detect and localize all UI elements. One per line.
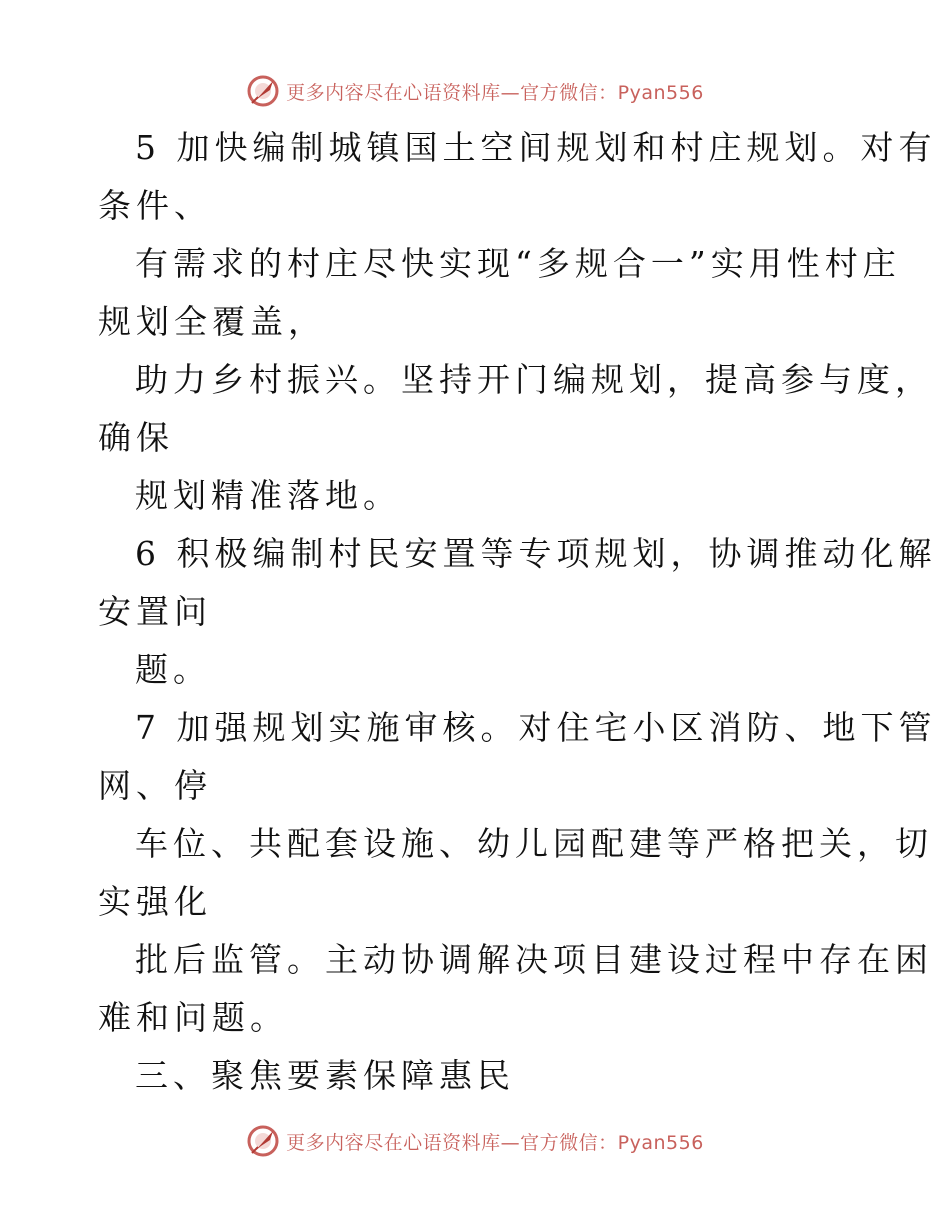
section-heading: 三、聚焦要素保障惠民 [135,1056,515,1095]
text-line: 有需求的村庄尽快实现“多规合一”实用性村庄 [135,244,901,283]
watermark-text: 更多内容尽在心语资料库—官方微信：Pyan556 [286,1131,704,1154]
text-line: 题。 [135,650,211,689]
watermark-header [0,71,950,111]
text-line: 批后监管。主动协调解决项目建设过程中存在困 [135,940,933,979]
text-line: 安置问 [98,592,212,631]
text-line: 助力乡村振兴。坚持开门编规划，提高参与度， [135,360,933,399]
text-line: 条件、 [98,186,212,225]
watermark-footer [0,1121,950,1161]
text-line: 实强化 [98,882,212,921]
text-line: 车位、共配套设施、幼儿园配建等严格把关，切 [135,824,933,863]
text-line: 6 积极编制村民安置等专项规划，协调推动化解 [135,534,937,573]
text-line: 网、停 [98,766,212,805]
text-line: 规划精准落地。 [135,476,401,515]
text-line: 7 加强规划实施审核。对住宅小区消防、地下管 [135,708,937,747]
quill-logo-icon [246,1124,280,1158]
text-line: 规划全覆盖， [98,302,326,341]
text-line: 确保 [98,418,174,457]
quill-logo-icon [246,74,280,108]
text-line: 5 加快编制城镇国土空间规划和村庄规划。对有 [135,128,937,167]
text-line: 难和问题。 [98,998,288,1037]
watermark-text: 更多内容尽在心语资料库—官方微信：Pyan556 [286,81,704,104]
